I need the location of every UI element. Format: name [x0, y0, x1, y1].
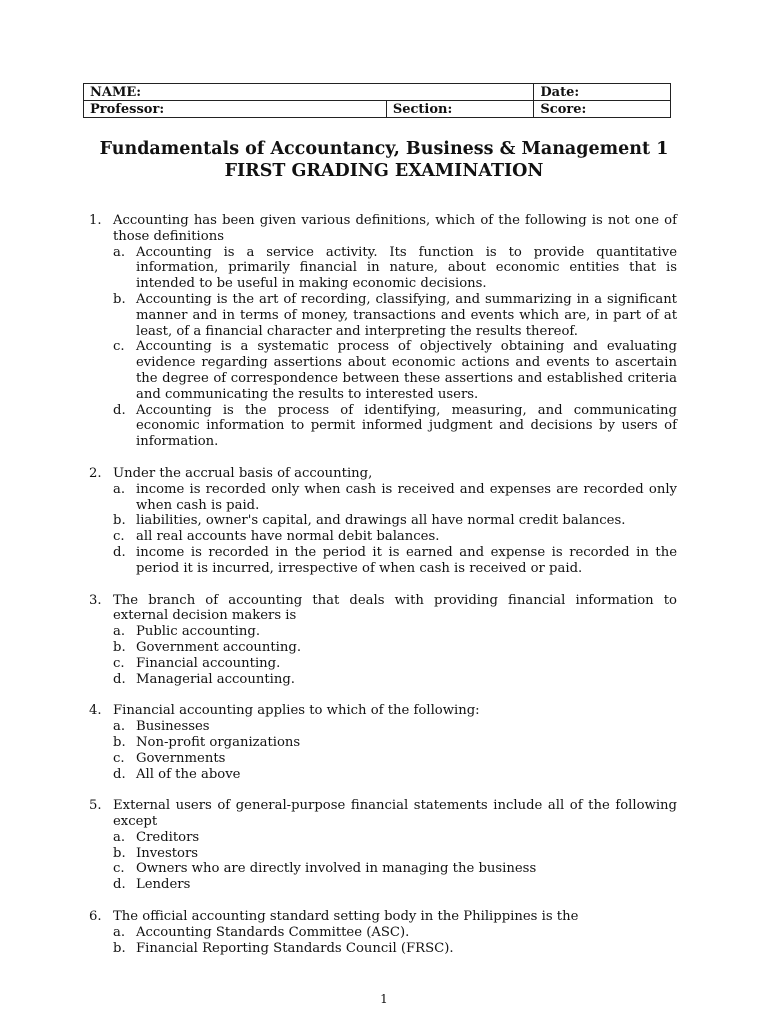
option-text: Investors: [136, 845, 199, 861]
answer-option: [113, 767, 677, 783]
option-text: Owners who are directly involved in managing the business: [136, 861, 537, 877]
option-letter: d.: [113, 402, 126, 418]
question-number: 5.: [89, 798, 102, 814]
answer-option: [113, 403, 677, 450]
option-letter: b.: [113, 845, 126, 861]
question-text: External users of general-purpose financial statements include all of the following except: [113, 798, 677, 830]
option-text: Creditors: [136, 829, 200, 845]
question-text: The branch of accounting that deals with providing financial information to external decision makers is: [113, 592, 677, 624]
answer-option: [113, 529, 677, 545]
answer-option: [113, 513, 677, 529]
answer-option: [113, 482, 677, 514]
option-text: Accounting Standards Committee (ASC).: [136, 924, 410, 940]
answer-option: [113, 624, 677, 640]
answer-option: [113, 925, 677, 941]
option-letter: b.: [113, 639, 126, 655]
option-letter: a.: [113, 924, 126, 940]
option-letter: c.: [113, 655, 125, 671]
answer-option: [113, 245, 677, 292]
professor-label: Professor:: [90, 101, 165, 117]
answer-option: [113, 656, 677, 672]
name-label: NAME:: [90, 84, 142, 100]
question-item: [89, 466, 677, 577]
option-letter: d.: [113, 671, 126, 687]
answer-option: [113, 292, 677, 339]
date-field[interactable]: [534, 84, 671, 101]
section-field[interactable]: [386, 101, 534, 118]
option-text: Financial accounting.: [136, 655, 281, 671]
option-letter: c.: [113, 750, 125, 766]
option-text: Accounting is a service activity. Its function is to provide quantitative information, primarily financial in nature, about economic entities that is intended to be useful in making economic decisions.: [136, 244, 677, 292]
option-text: Businesses: [136, 719, 210, 735]
option-text: All of the above: [136, 766, 241, 782]
question-text: Accounting has been given various definitions, which of the following is not one of those definitions: [113, 213, 677, 244]
question-number: 2.: [89, 465, 102, 481]
exam-subtitle: FIRST GRADING EXAMINATION: [224, 161, 544, 181]
answer-option: [113, 751, 677, 767]
student-info-table: [83, 83, 671, 118]
option-letter: b.: [113, 513, 126, 529]
option-letter: a.: [113, 829, 126, 845]
question-item: [89, 213, 677, 450]
question-number: 3.: [89, 592, 102, 608]
question-item: [89, 798, 677, 893]
answer-option: [113, 672, 677, 688]
option-text: income is recorded only when cash is received and expenses are recorded only when cash is paid.: [136, 481, 677, 513]
name-field[interactable]: [84, 84, 534, 101]
question-text: Under the accrual basis of accounting,: [113, 465, 373, 481]
answer-option: [113, 545, 677, 577]
answer-option: [113, 941, 677, 957]
question-number: 4.: [89, 703, 102, 719]
option-text: Lenders: [136, 877, 191, 893]
answer-option: [113, 339, 677, 402]
answer-option: [113, 861, 677, 877]
answer-option: [113, 846, 677, 862]
option-letter: a.: [113, 719, 126, 735]
question-text: Financial accounting applies to which of the following:: [113, 703, 480, 719]
option-text: all real accounts have normal debit balances.: [136, 529, 440, 545]
professor-field[interactable]: [84, 101, 387, 118]
score-label: Score:: [540, 101, 587, 117]
questions-list: [89, 213, 677, 972]
question-item: [89, 703, 677, 782]
date-label: Date:: [540, 84, 580, 100]
question-text: The official accounting standard setting body in the Philippines is the: [113, 909, 579, 925]
section-label: Section:: [392, 101, 453, 117]
question-item: [89, 909, 677, 956]
option-text: income is recorded in the period it is earned and expense is recorded in the period it is incurred, irrespective of when cash is received or paid.: [136, 544, 677, 576]
question-item: [89, 593, 677, 688]
option-text: Accounting is the art of recording, classifying, and summarizing in a significant manner and in terms of money, transactions and events which are, in part of at least, of a financial character and interpreting the results thereof.: [136, 291, 677, 339]
option-letter: c.: [113, 339, 125, 355]
option-letter: c.: [113, 861, 125, 877]
answer-option: [113, 719, 677, 735]
option-letter: b.: [113, 734, 126, 750]
option-text: Governments: [136, 750, 226, 766]
option-text: Accounting is the process of identifying, measuring, and communicating economic information to permit informed judgment and decisions by users of information.: [136, 402, 677, 450]
option-letter: a.: [113, 481, 126, 497]
option-text: liabilities, owner's capital, and drawings all have normal credit balances.: [136, 513, 626, 529]
option-letter: a.: [113, 624, 126, 640]
option-text: Non-profit organizations: [136, 734, 301, 750]
option-letter: b.: [113, 291, 126, 307]
question-number: 6.: [89, 909, 102, 925]
answer-option: [113, 830, 677, 846]
answer-option: [113, 735, 677, 751]
option-letter: d.: [113, 877, 126, 893]
option-letter: d.: [113, 544, 126, 560]
answer-option: [113, 877, 677, 893]
option-text: Financial Reporting Standards Council (FRSC).: [136, 940, 454, 956]
option-letter: a.: [113, 244, 126, 260]
score-field[interactable]: [534, 101, 671, 118]
option-text: Government accounting.: [136, 639, 302, 655]
option-text: Managerial accounting.: [136, 671, 295, 687]
question-number: 1.: [89, 213, 102, 228]
document-title: Fundamentals of Accountancy, Business & Management 1: [99, 139, 669, 159]
option-text: Public accounting.: [136, 624, 261, 640]
option-letter: b.: [113, 940, 126, 956]
option-letter: c.: [113, 529, 125, 545]
option-letter: d.: [113, 766, 126, 782]
option-text: Accounting is a systematic process of objectively obtaining and evaluating evidence regarding assertions about economic actions and events to ascertain the degree of correspondence between these assertions and established criteria and communicating the results to interested users.: [136, 339, 677, 402]
answer-option: [113, 640, 677, 656]
page-number: 1: [380, 992, 388, 1006]
